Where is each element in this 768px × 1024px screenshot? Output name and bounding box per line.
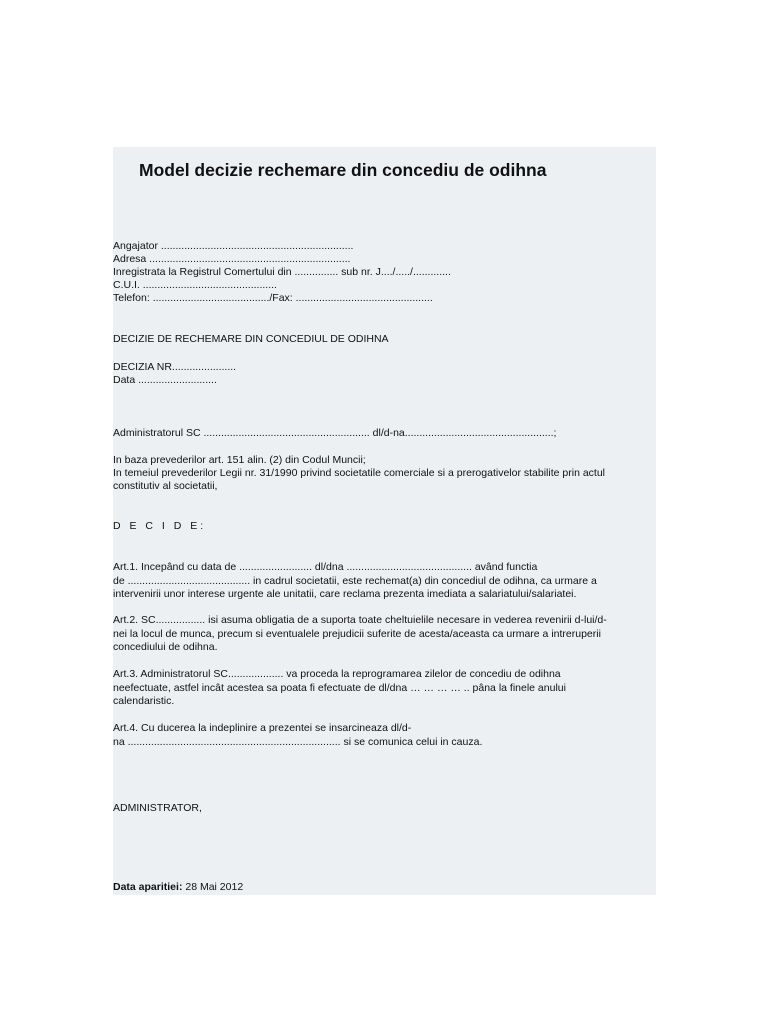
article-2-line: Art.2. SC................. isi asuma obligatia de a suporta toate cheltuielile necesare in vederea revenirii d-lui/d- (113, 614, 607, 626)
decide-heading: D E C I D E: (113, 520, 207, 532)
basis-line: constitutiv al societatii, (113, 480, 218, 492)
decision-number: DECIZIA NR...................... (113, 361, 237, 373)
cui-line: C.U.I. .............................................. (113, 279, 277, 291)
article-4-line: Art.4. Cu ducerea la indeplinire a prezentei se insarcineaza dl/d- (113, 722, 412, 734)
basis-line: In baza prevederilor art. 151 alin. (2) din Codul Muncii; (113, 454, 366, 466)
article-3-line: calendaristic. (113, 695, 175, 707)
publication-date-value: 28 Mai 2012 (185, 881, 244, 893)
article-3-line: neefectuate, astfel incât acestea sa poata fi efectuate de dl/dna … … … … .. pâna la finele anului (113, 682, 566, 694)
article-1-line: de .......................................... in cadrul societatii, este rechemat(a) din concediul de odihna, ca urmare a (113, 575, 597, 587)
article-4-line: na ......................................................................... si se comunica celui in cauza. (113, 736, 483, 748)
article-2-line: concediului de odihna. (113, 641, 218, 653)
article-1-line: intervenirii unor interese urgente ale unitatii, care reclama prezenta imediata a salariatului/salariatei. (113, 588, 577, 600)
employer-line: Angajator .................................................................. (113, 240, 354, 252)
decision-heading: DECIZIE DE RECHEMARE DIN CONCEDIUL DE ODIHNA (113, 333, 389, 345)
publication-date-label: Data aparitiei: (113, 881, 183, 893)
administrator-line: Administratorul SC ......................................................... dl/d-na...................................................; (113, 427, 557, 439)
registry-line: Inregistrata la Registrul Comertului din ............... sub nr. J..../...../............. (113, 266, 451, 278)
phone-fax-line: Telefon: ......................................../Fax: ............................................... (113, 292, 433, 304)
article-3-line: Art.3. Administratorul SC................... va proceda la reprogramarea zilelor de concediu de odihna (113, 668, 561, 680)
decision-date: Data ........................... (113, 374, 217, 386)
article-1-line: Art.1. Incepând cu data de ......................... dl/dna ........................................... având functia (113, 561, 538, 573)
signature-label: ADMINISTRATOR, (113, 802, 202, 814)
address-line: Adresa ..................................................................... (113, 253, 351, 265)
basis-line: In temeiul prevederilor Legii nr. 31/1990 privind societatile comerciale si a prerogativelor stabilite prin actul (113, 467, 606, 479)
document-title: Model decizie rechemare din concediu de odihna (139, 160, 547, 180)
publication-date (113, 881, 243, 894)
article-2-line: nei la locul de munca, precum si eventualele prejudicii suferite de acesta/aceasta ca urmare a intreruperii (113, 628, 601, 640)
